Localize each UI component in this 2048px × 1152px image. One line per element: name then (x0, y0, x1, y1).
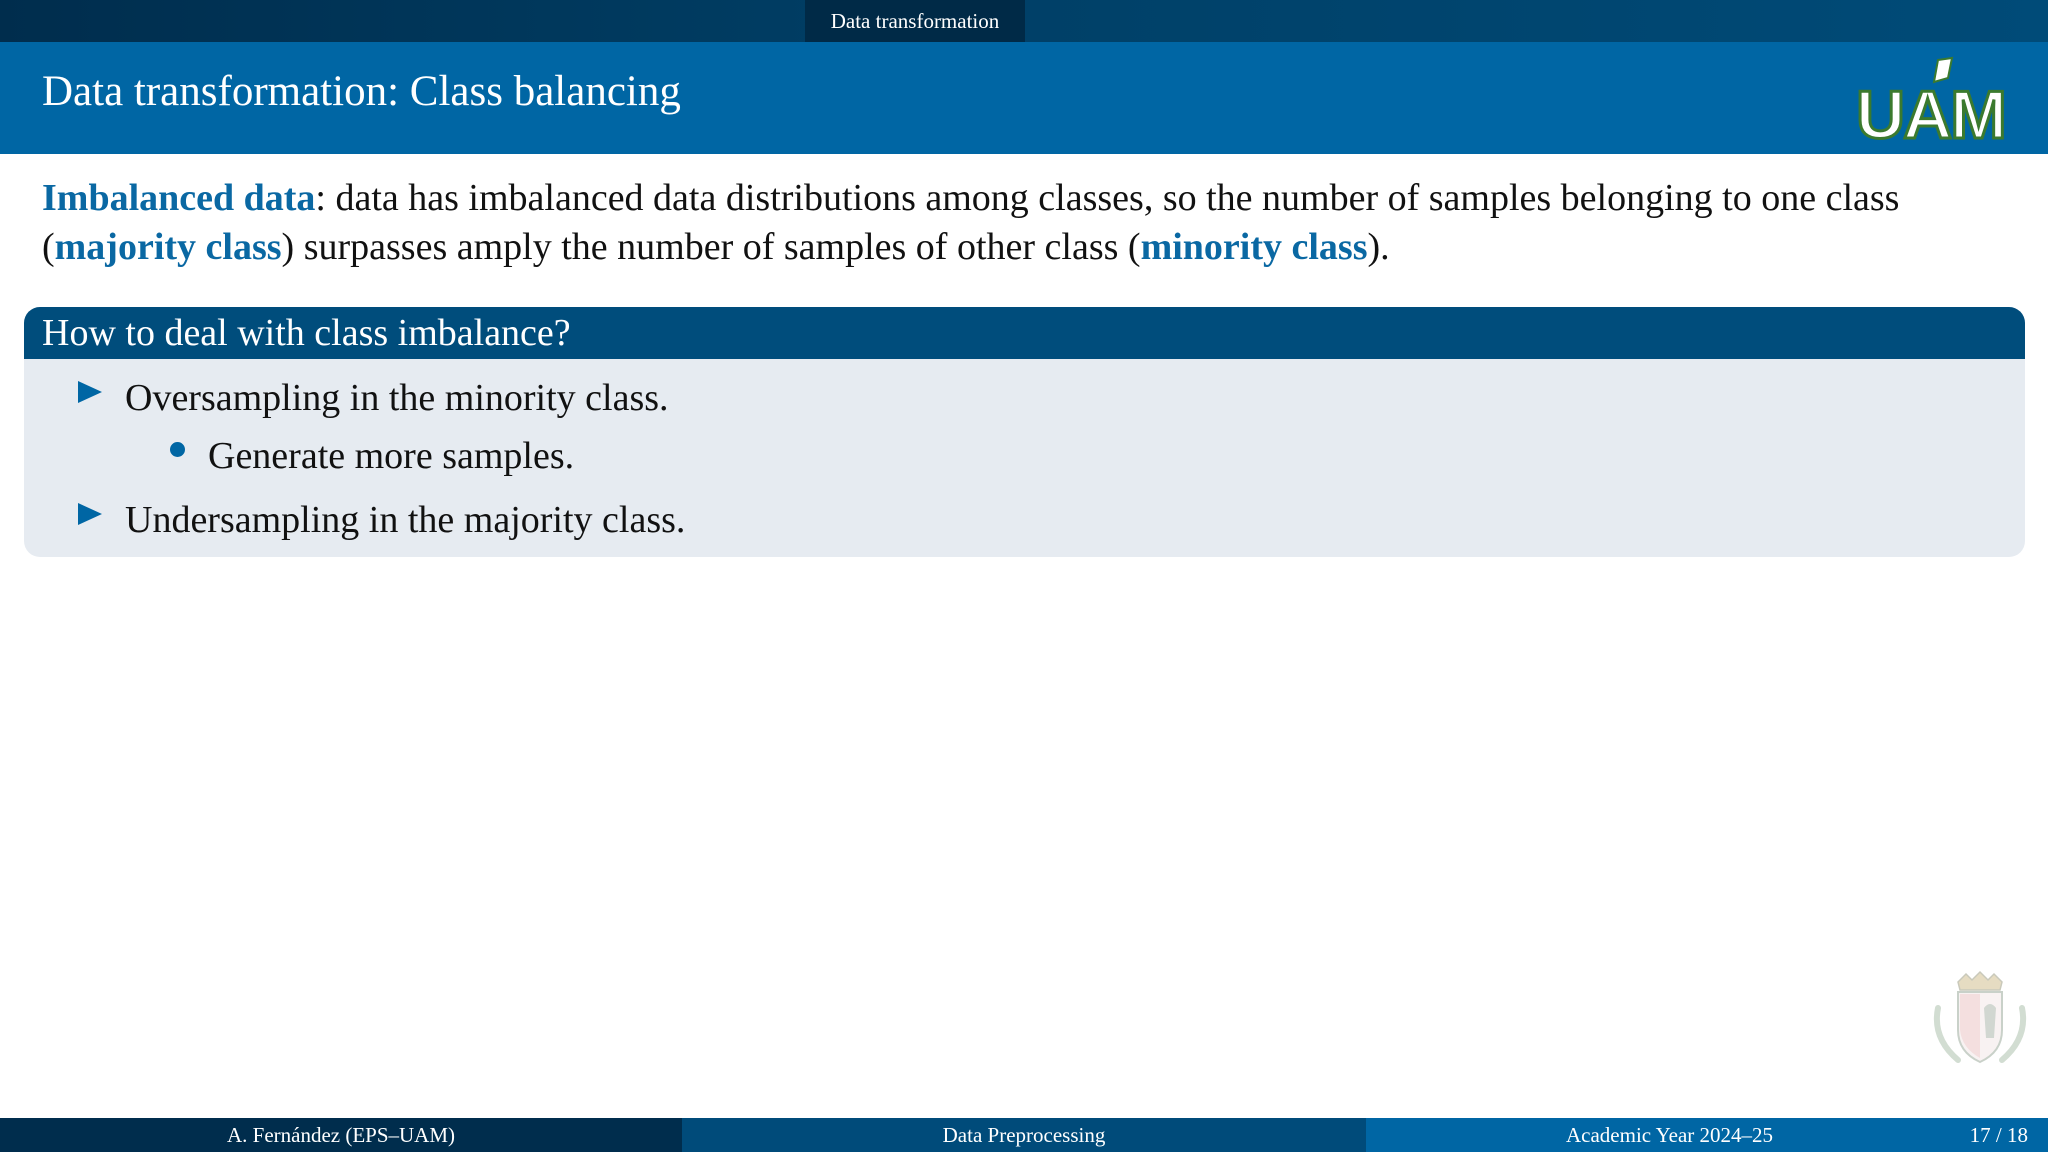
uam-seal-icon (1928, 968, 2032, 1072)
imbalance-block (24, 307, 2025, 557)
triangle-bullet-icon (78, 381, 102, 403)
block-title: How to deal with class imbalance? (24, 307, 2025, 359)
title-bar (0, 42, 2048, 154)
list-item: Oversampling in the minority class. (125, 377, 669, 419)
term-imbalanced-data: Imbalanced data (42, 177, 316, 219)
term-majority-class: majority class (54, 226, 282, 268)
navigation-bar (0, 0, 2048, 42)
intro-text-3: ). (1367, 226, 1390, 268)
page-number: 17 / 18 (1969, 1123, 2028, 1147)
slide-title: Data transformation: Class balancing (42, 68, 681, 115)
section-tab[interactable]: Data transformation (805, 0, 1025, 42)
footer-year: Academic Year 2024–25 (1566, 1123, 1774, 1147)
term-minority-class: minority class (1140, 226, 1368, 268)
footer-right (1366, 1118, 2048, 1152)
list-item: Undersampling in the majority class. (125, 499, 686, 541)
footer (0, 1118, 2048, 1152)
intro-text-2: ) surpasses amply the number of samples of other class ( (281, 226, 1141, 268)
footer-course: Data Preprocessing (682, 1118, 1366, 1152)
footer-author: A. Fernández (EPS–UAM) (0, 1118, 682, 1152)
intro-paragraph (42, 174, 2002, 272)
intro-text-1: : data has imbalanced data distributions among classes, so the number of samples belonging to one class ( (42, 177, 1900, 268)
uam-logo (1856, 56, 2010, 146)
list-subitem: Generate more samples. (208, 435, 575, 477)
dot-bullet-icon (170, 442, 185, 457)
triangle-bullet-icon (78, 503, 102, 525)
logo-text: UAM (1856, 77, 2005, 146)
